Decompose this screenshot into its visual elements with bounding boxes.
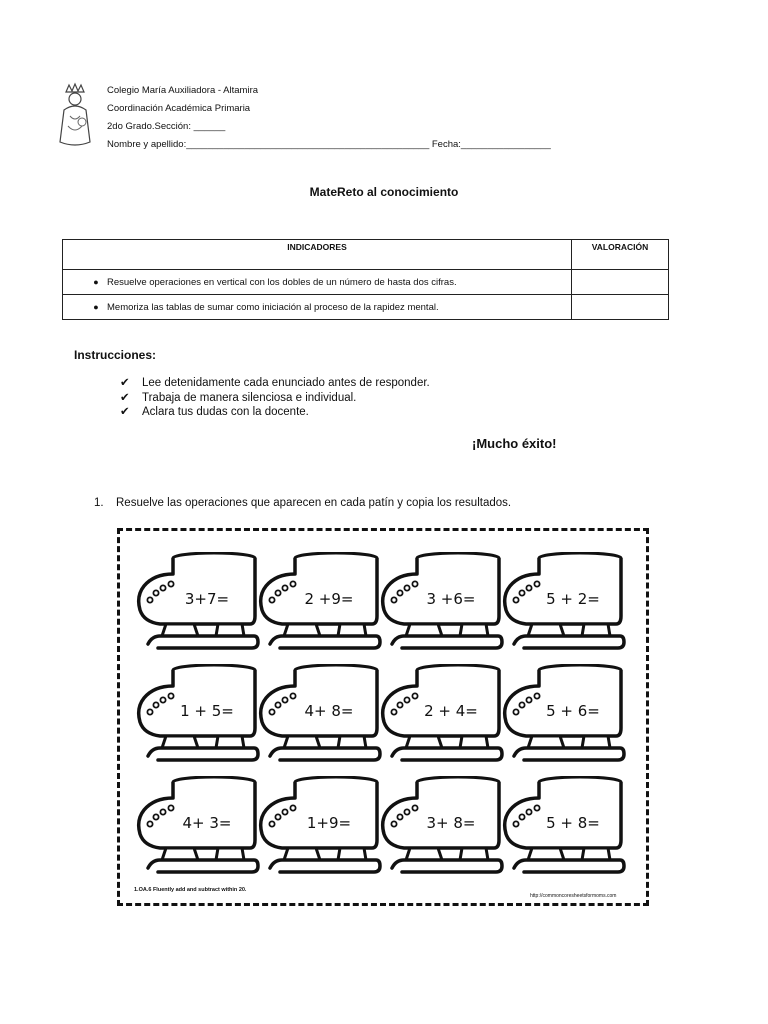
skate-problem <box>258 776 382 886</box>
coordination-name: Coordinación Académica Primaria <box>107 103 251 114</box>
equation-text: 2 + 4= <box>424 702 478 720</box>
school-logo <box>52 82 98 148</box>
skate-problem <box>502 664 626 774</box>
skate-problem <box>380 776 504 886</box>
skate-problem <box>380 552 504 662</box>
table-row <box>63 270 669 295</box>
skate-problem <box>380 664 504 774</box>
equation-text: 2 +9= <box>304 590 354 608</box>
valuation-header: VALORACIÓN <box>572 240 669 270</box>
equation-text: 4+ 3= <box>182 814 232 832</box>
check-icon: ✔ <box>120 377 130 389</box>
equation-text: 4+ 8= <box>304 702 354 720</box>
check-icon: ✔ <box>120 406 130 418</box>
page-title: MateReto al conocimiento <box>309 185 459 199</box>
list-item: ✔ Lee detenidamente cada enunciado antes de responder. <box>120 377 430 389</box>
indicators-header: INDICADORES <box>63 240 572 270</box>
skate-problem <box>258 664 382 774</box>
standard-label: 1.OA.6 Fluently add and subtract within 20. <box>134 887 247 893</box>
equation-text: 3+7= <box>184 590 230 608</box>
equation-text: 5 + 6= <box>546 702 600 720</box>
equation-text: 3 +6= <box>426 590 476 608</box>
school-name: Colegio María Auxiliadora - Altamira <box>107 85 259 96</box>
instructions-heading: Instrucciones: <box>74 348 157 362</box>
equation-text: 1 + 5= <box>180 702 234 720</box>
equation-text: 5 + 2= <box>546 590 600 608</box>
indicators-table <box>62 239 669 320</box>
question-number: 1. <box>94 497 104 509</box>
skate-problem <box>258 552 382 662</box>
table-row <box>63 295 669 320</box>
list-item: ✔ Aclara tus dudas con la docente. <box>120 406 309 418</box>
valuation-cell[interactable] <box>572 270 669 295</box>
equation-text: 5 + 8= <box>546 814 600 832</box>
skate-problem <box>136 552 260 662</box>
source-url: http://commoncoresheetsformoms.com <box>530 893 617 899</box>
list-item: ✔ Trabaja de manera silenciosa e individual. <box>120 391 357 404</box>
question-1 <box>94 497 511 509</box>
skate-problem <box>502 776 626 886</box>
skate-problem <box>136 664 260 774</box>
skate-problem <box>502 552 626 662</box>
bullet-icon: ● <box>93 301 99 312</box>
indicator-text: Resuelve operaciones en vertical con los dobles de un número de hasta dos cifras. <box>107 276 457 288</box>
skate-problem <box>136 776 260 886</box>
name-date-field[interactable]: Nombre y apellido:______________________________________________ Fecha:_________________ <box>107 139 551 150</box>
equation-text: 1+9= <box>306 814 352 832</box>
check-icon: ✔ <box>120 391 130 404</box>
bullet-icon: ● <box>93 276 99 287</box>
grade-section-field[interactable]: 2do Grado.Sección: ______ <box>107 121 226 132</box>
question-text: Resuelve las operaciones que aparecen en cada patín y copia los resultados. <box>116 497 512 509</box>
valuation-cell[interactable] <box>572 295 669 320</box>
indicator-text: Memoriza las tablas de sumar como iniciación al proceso de la rapidez mental. <box>107 301 439 313</box>
equation-text: 3+ 8= <box>426 814 476 832</box>
instructions-list <box>120 376 430 420</box>
closing-message: ¡Mucho éxito! <box>472 436 557 451</box>
